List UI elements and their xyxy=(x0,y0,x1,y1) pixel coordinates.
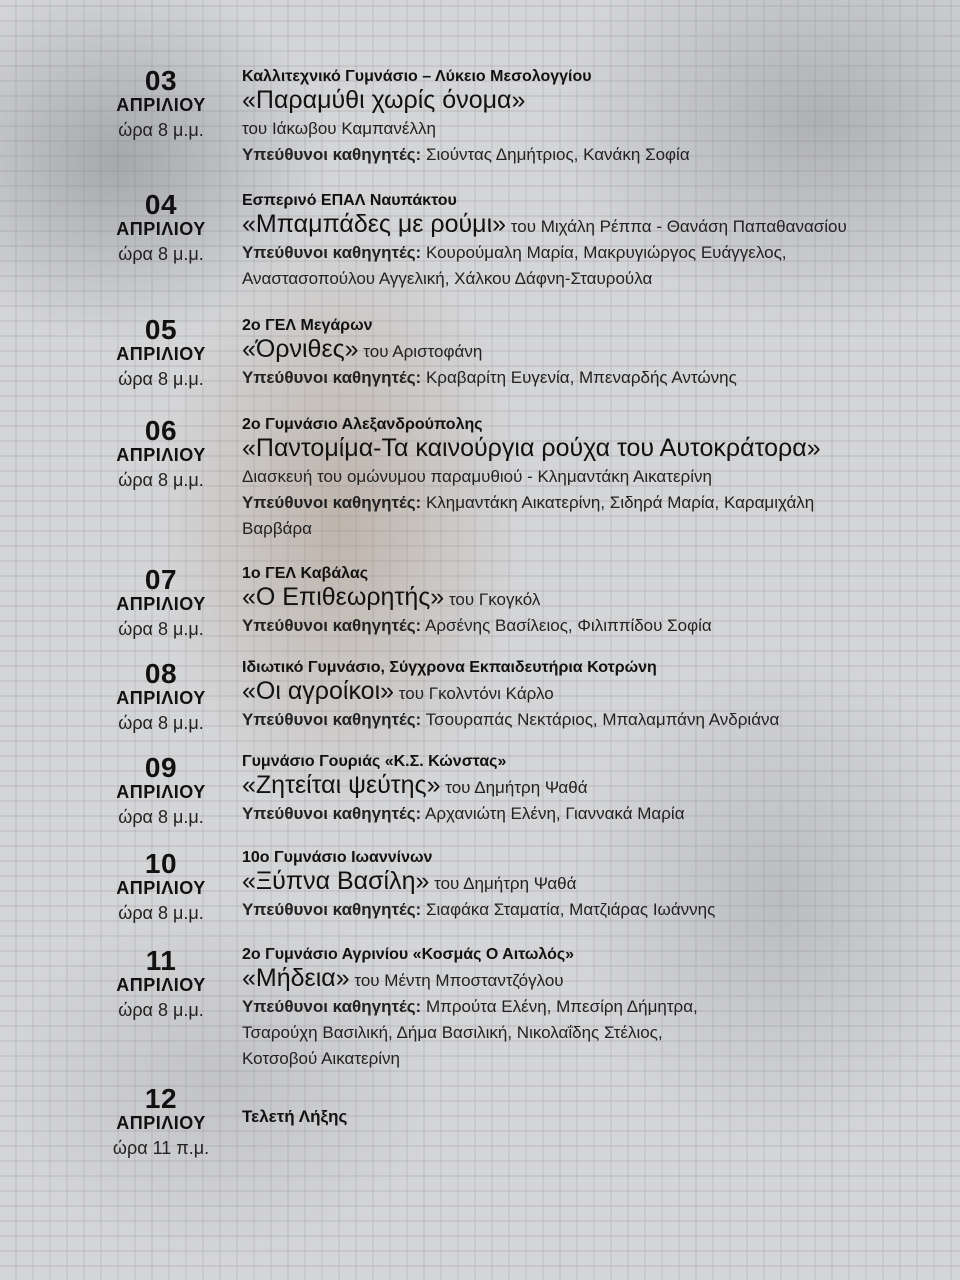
teachers-line xyxy=(242,365,942,391)
teachers-line xyxy=(242,707,942,733)
entry-time: ώρα 8 μ.μ. xyxy=(118,120,204,140)
play-title: «Οι αγροίκοι» xyxy=(242,677,395,705)
play-line xyxy=(242,772,942,801)
entry-month: ΑΠΡΙΛΙΟΥ xyxy=(116,344,206,364)
teachers-label: Υπεύθυνοι καθηγητές: xyxy=(242,900,422,919)
entry-time: ώρα 8 μ.μ. xyxy=(118,1000,204,1020)
entry-date xyxy=(96,67,226,143)
school-name: Καλλιτεχνικό Γυμνάσιο – Λύκειο Μεσολογγίου xyxy=(242,68,592,85)
teachers-label: Υπεύθυνοι καθηγητές: xyxy=(242,243,422,262)
entry-info xyxy=(242,415,942,542)
play-title: «Ο Επιθεωρητής» xyxy=(242,583,445,611)
teachers-label: Υπεύθυνοι καθηγητές: xyxy=(242,997,422,1016)
entry-info xyxy=(242,945,942,1072)
play-line xyxy=(242,87,942,116)
play-line xyxy=(242,336,942,365)
entry-date xyxy=(96,660,226,736)
play-line xyxy=(242,868,942,897)
entry-time: ώρα 8 μ.μ. xyxy=(118,713,204,733)
play-line xyxy=(242,678,942,707)
entry-day: 09 xyxy=(144,752,178,783)
play-title: «Ζητείται ψεύτης» xyxy=(242,771,441,799)
entry-time: ώρα 11 π.μ. xyxy=(112,1138,210,1158)
teachers-names: Κραβαρίτη Ευγενία, Μπεναρδής Αντώνης xyxy=(425,368,737,387)
entry-info xyxy=(242,191,942,292)
teachers-label: Υπεύθυνοι καθηγητές: xyxy=(242,145,422,164)
play-title: «Ξύπνα Βασίλη» xyxy=(242,867,430,895)
play-author: του Μέντη Μποσταντζόγλου xyxy=(354,971,564,990)
play-title: «Παντομίμα-Τα καινούργια ρούχα του Αυτοκράτορα» xyxy=(242,434,821,462)
entry-info xyxy=(242,564,942,639)
play-line xyxy=(242,435,942,464)
play-line xyxy=(242,965,942,994)
teachers-names: Σιούντας Δημήτριος, Κανάκη Σοφία xyxy=(425,145,690,164)
teachers-line xyxy=(242,801,942,827)
teachers-line xyxy=(242,240,942,266)
entry-month: ΑΠΡΙΛΙΟΥ xyxy=(116,219,206,239)
author-line: Διασκευή του ομώνυμου παραμυθιού - Κλημαντάκη Αικατερίνη xyxy=(242,467,712,486)
school-name: Γυμνάσιο Γουριάς «Κ.Σ. Κώνστας» xyxy=(242,753,507,770)
entry-date xyxy=(96,1085,226,1161)
teachers-label: Υπεύθυνοι καθηγητές: xyxy=(242,616,422,635)
teachers-label: Υπεύθυνοι καθηγητές: xyxy=(242,804,422,823)
entry-info xyxy=(242,67,942,168)
author-line: του Ιάκωβου Καμπανέλλη xyxy=(242,119,436,138)
teachers-line xyxy=(242,613,942,639)
teachers-names: Κουρούμαλη Μαρία, Μακρυγιώργος Ευάγγελος, xyxy=(425,243,787,262)
entry-info xyxy=(242,1104,942,1130)
school-name: 2ο Γυμνάσιο Αγρινίου «Κοσμάς Ο Αιτωλός» xyxy=(242,946,575,963)
play-author: του Μιχάλη Ρέππα - Θανάση Παπαθανασίου xyxy=(510,217,847,236)
entry-month: ΑΠΡΙΛΙΟΥ xyxy=(116,975,206,995)
play-title: «Παραμύθι χωρίς όνομα» xyxy=(242,86,526,114)
entry-date xyxy=(96,566,226,642)
play-author: του Δημήτρη Ψαθά xyxy=(434,874,577,893)
teachers-line-cont: Τσαρούχη Βασιλική, Δήμα Βασιλική, Νικολαΐδης Στέλιος, xyxy=(242,1023,663,1042)
teachers-label: Υπεύθυνοι καθηγητές: xyxy=(242,710,422,729)
teachers-names: Μπρούτα Ελένη, Μπεσίρη Δήμητρα, xyxy=(425,997,698,1016)
entry-day: 08 xyxy=(144,658,178,689)
entry-date xyxy=(96,947,226,1023)
teachers-line xyxy=(242,142,942,168)
closing-ceremony: Τελετή Λήξης xyxy=(242,1107,348,1126)
teachers-line-cont: Αναστασοπούλου Αγγελική, Χάλκου Δάφνη-Σταυρούλα xyxy=(242,269,653,288)
entry-time: ώρα 8 μ.μ. xyxy=(118,903,204,923)
play-line xyxy=(242,584,942,613)
teachers-label: Υπεύθυνοι καθηγητές: xyxy=(242,493,422,512)
entry-day: 05 xyxy=(144,314,178,345)
play-author: του Δημήτρη Ψαθά xyxy=(445,778,588,797)
play-author: του Γκολντόνι Κάρλο xyxy=(398,684,554,703)
entry-month: ΑΠΡΙΛΙΟΥ xyxy=(116,878,206,898)
entry-info xyxy=(242,316,942,391)
school-name: Εσπερινό ΕΠΑΛ Ναυπάκτου xyxy=(242,192,457,209)
entry-time: ώρα 8 μ.μ. xyxy=(118,807,204,827)
entry-month: ΑΠΡΙΛΙΟΥ xyxy=(116,445,206,465)
entry-day: 12 xyxy=(144,1083,178,1114)
play-line xyxy=(242,211,942,240)
entry-time: ώρα 8 μ.μ. xyxy=(118,369,204,389)
teachers-names: Αρχανιώτη Ελένη, Γιαννακά Μαρία xyxy=(425,804,685,823)
teachers-names: Σιαφάκα Σταματία, Ματζιάρας Ιωάννης xyxy=(425,900,716,919)
play-author: του Γκογκόλ xyxy=(448,590,541,609)
entry-month: ΑΠΡΙΛΙΟΥ xyxy=(116,782,206,802)
teachers-line-cont: Βαρβάρα xyxy=(242,519,312,538)
school-name: 10ο Γυμνάσιο Ιωαννίνων xyxy=(242,849,433,866)
school-name: 1ο ΓΕΛ Καβάλας xyxy=(242,565,369,582)
school-name: 2ο ΓΕΛ Μεγάρων xyxy=(242,317,373,334)
entry-info xyxy=(242,848,942,923)
entry-day: 03 xyxy=(144,65,178,96)
entry-time: ώρα 8 μ.μ. xyxy=(118,619,204,639)
entry-info xyxy=(242,658,942,733)
teachers-names: Αρσένης Βασίλειος, Φιλιππίδου Σοφία xyxy=(425,616,712,635)
teachers-line xyxy=(242,490,942,516)
school-name: Ιδιωτικό Γυμνάσιο, Σύγχρονα Εκπαιδευτήρια Κοτρώνη xyxy=(242,659,657,676)
entry-date xyxy=(96,316,226,392)
entry-info xyxy=(242,752,942,827)
teachers-label: Υπεύθυνοι καθηγητές: xyxy=(242,368,422,387)
play-title: «Όρνιθες» xyxy=(242,335,359,363)
entry-date xyxy=(96,191,226,267)
entry-date xyxy=(96,850,226,926)
teachers-line xyxy=(242,897,942,923)
play-author: του Αριστοφάνη xyxy=(363,342,483,361)
teachers-line xyxy=(242,994,942,1020)
entry-day: 06 xyxy=(144,415,178,446)
entry-day: 04 xyxy=(144,189,178,220)
school-name: 2ο Γυμνάσιο Αλεξανδρούπολης xyxy=(242,416,483,433)
entry-month: ΑΠΡΙΛΙΟΥ xyxy=(116,95,206,115)
play-title: «Μπαμπάδες με ρούμι» xyxy=(242,210,507,238)
entry-month: ΑΠΡΙΛΙΟΥ xyxy=(116,1113,206,1133)
entry-day: 10 xyxy=(144,848,178,879)
entry-date xyxy=(96,754,226,830)
entry-day: 11 xyxy=(145,945,177,976)
teachers-line-cont2: Κοτσοβού Αικατερίνη xyxy=(242,1049,401,1068)
teachers-names: Κλημαντάκη Αικατερίνη, Σιδηρά Μαρία, Καραμιχάλη xyxy=(425,493,815,512)
teachers-names: Τσουραπάς Νεκτάριος, Μπαλαμπάνη Ανδριάνα xyxy=(425,710,780,729)
entry-time: ώρα 8 μ.μ. xyxy=(118,470,204,490)
entry-time: ώρα 8 μ.μ. xyxy=(118,244,204,264)
entry-month: ΑΠΡΙΛΙΟΥ xyxy=(116,594,206,614)
entry-day: 07 xyxy=(144,564,178,595)
play-title: «Μήδεια» xyxy=(242,964,350,992)
entry-date xyxy=(96,417,226,493)
entry-month: ΑΠΡΙΛΙΟΥ xyxy=(116,688,206,708)
